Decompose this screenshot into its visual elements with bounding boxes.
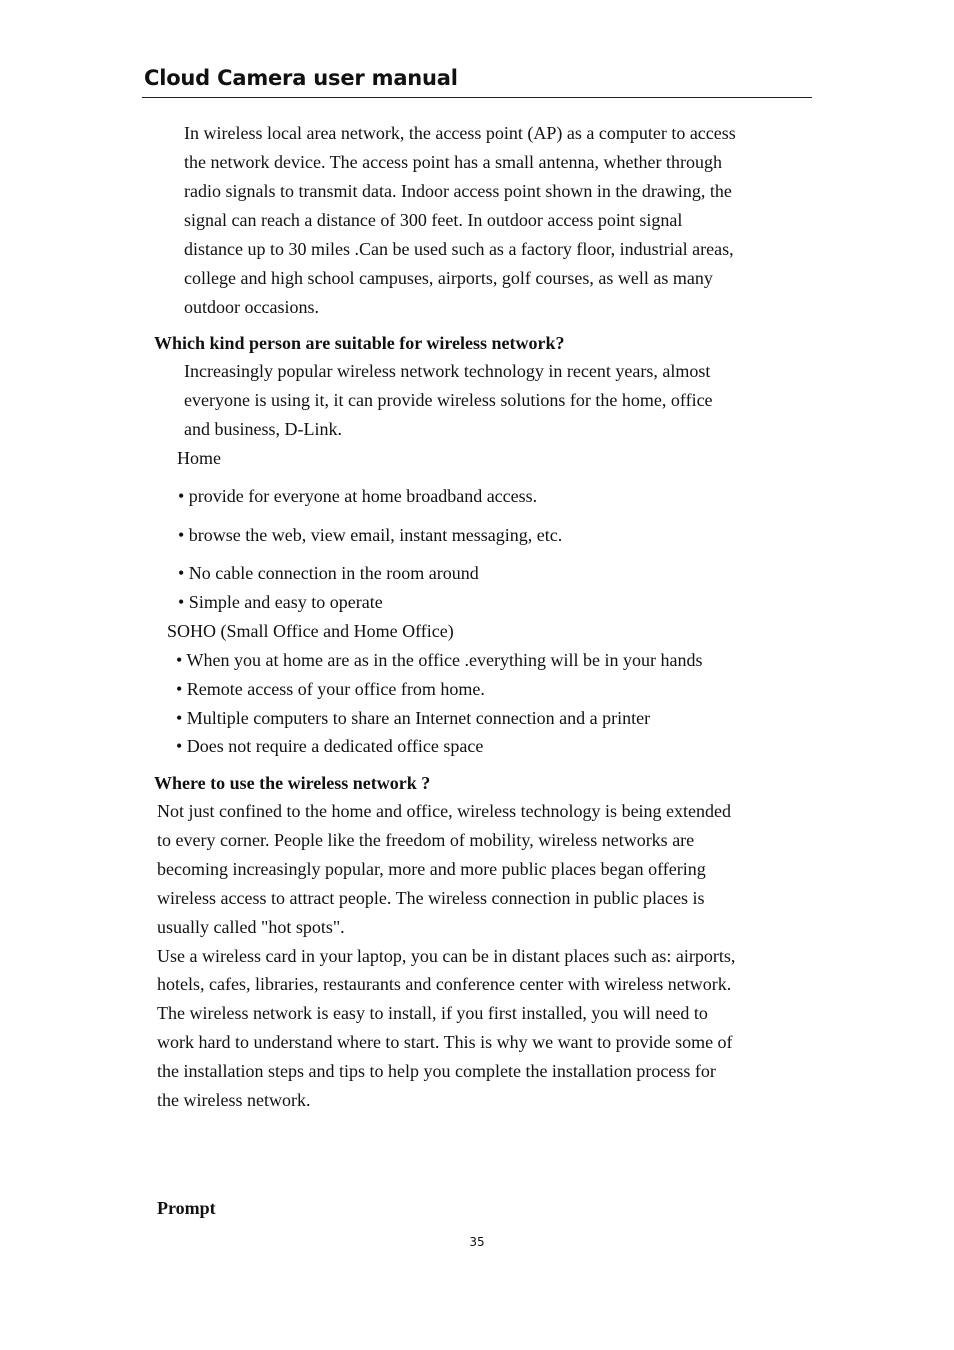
suitable-line: everyone is using it, it can provide wireless solutions for the home, office [184,390,713,410]
where-line: the installation steps and tips to help you complete the installation process for [157,1061,716,1081]
soho-bullet-item: • Remote access of your office from home. [176,679,485,699]
section-heading-prompt: Prompt [157,1198,216,1218]
where-line: Use a wireless card in your laptop, you can be in distant places such as: airports, [157,946,736,966]
where-line: the wireless network. [157,1090,311,1110]
home-bullet-item: • provide for everyone at home broadband access. [178,486,538,506]
home-bullet-item: • No cable connection in the room around [178,563,479,583]
soho-label: SOHO (Small Office and Home Office) [167,621,454,641]
home-label: Home [177,448,221,468]
intro-line: the network device. The access point has a small antenna, whether through [184,152,722,172]
where-line: hotels, cafes, libraries, restaurants and conference center with wireless network. [157,974,732,994]
suitable-line: and business, D-Link. [184,419,342,439]
intro-line: college and high school campuses, airports, golf courses, as well as many [184,268,713,288]
page-header-title: Cloud Camera user manual [144,66,458,90]
intro-line: distance up to 30 miles .Can be used such as a factory floor, industrial areas, [184,239,734,259]
suitable-line: Increasingly popular wireless network technology in recent years, almost [184,361,711,381]
intro-line: radio signals to transmit data. Indoor access point shown in the drawing, the [184,181,732,201]
intro-line: outdoor occasions. [184,297,319,317]
where-line: to every corner. People like the freedom of mobility, wireless networks are [157,830,695,850]
where-line: usually called "hot spots". [157,917,345,937]
page-number: 35 [469,1235,485,1249]
where-line: becoming increasingly popular, more and more public places began offering [157,859,706,879]
header-divider [142,97,812,98]
soho-bullet-item: • When you at home are as in the office .everything will be in your hands [176,650,703,670]
intro-line: signal can reach a distance of 300 feet. In outdoor access point signal [184,210,683,230]
section-heading-suitable: Which kind person are suitable for wireless network? [154,333,565,353]
where-line: wireless access to attract people. The wireless connection in public places is [157,888,705,908]
where-line: The wireless network is easy to install, if you first installed, you will need to [157,1003,708,1023]
where-line: work hard to understand where to start. This is why we want to provide some of [157,1032,733,1052]
where-line: Not just confined to the home and office, wireless technology is being extended [157,801,732,821]
soho-bullet-item: • Does not require a dedicated office space [176,736,484,756]
intro-line: In wireless local area network, the access point (AP) as a computer to access [184,123,736,143]
section-heading-where: Where to use the wireless network ? [154,773,431,793]
home-bullet-item: • browse the web, view email, instant messaging, etc. [178,525,563,545]
soho-bullet-item: • Multiple computers to share an Internet connection and a printer [176,708,651,728]
home-bullet-item: • Simple and easy to operate [178,592,383,612]
